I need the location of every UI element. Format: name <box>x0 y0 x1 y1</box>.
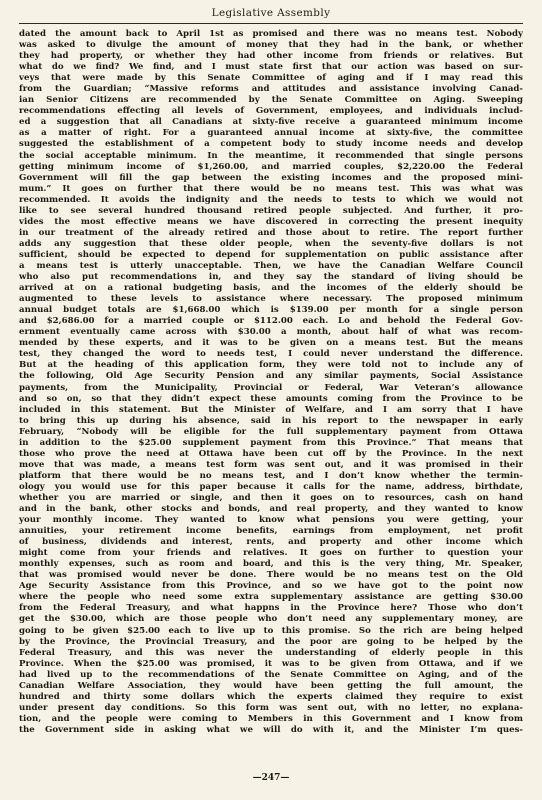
header-rule <box>19 23 523 24</box>
text-line: mum.” It goes on further that there would be no means test. This was what was <box>19 183 523 194</box>
text-line: Canadian Welfare Association, they would have been getting the full amount, the <box>19 680 523 691</box>
text-line: included in this statement. But the Minister of Welfare, and I am sorry that I have <box>19 404 523 415</box>
text-line: where the people who need some extra supplementary assistance are getting $30.00 <box>19 592 523 603</box>
text-line: ology you would use for this paper because it calls for the name, address, birthdate, <box>19 481 523 492</box>
text-line: monthly expenses, such as room and board, and this is the very thing, Mr. Speaker, <box>19 559 523 570</box>
text-line: test, they changed the word to needs test, I could never understand the difference. <box>19 349 523 360</box>
text-line: they had property, or whether they had other income from friends or relatives. But <box>19 51 523 62</box>
text-line: February, “Nobody will be eligible for the full supplementary payment from Ottawa <box>19 426 523 437</box>
text-line: had lived up to the recommendations of the Senate Committee on Aging, and of the <box>19 669 523 680</box>
text-line: adds any suggestion that these older people, when the seventy-five dollars is not <box>19 238 523 249</box>
text-line: platform that there would be no means test, and I don’t know whether the termin- <box>19 470 523 481</box>
text-line: your monthly income. They wanted to know what pensions you were getting, your <box>19 515 523 526</box>
text-line: ed a suggestion that all Canadians at sixty-five receive a guaranteed minimum income <box>19 117 523 128</box>
text-line: tion, and the people were coming to Members in this Government and I know from <box>19 713 523 724</box>
text-line: to bring this up during his absence, said in his report to the newspaper in early <box>19 415 523 426</box>
text-line: and $2,686.00 for a married couple or $112.00 each. Lo and behold the Federal Gov- <box>19 316 523 327</box>
text-line: those who prove the need at Ottawa have been cut off by the Province. In the next <box>19 448 523 459</box>
text-line: recommendations effecting all levels of Government, employees, and individuals includ- <box>19 106 523 117</box>
text-line: was asked to divulge the amount of money that they had in the bank, or whether <box>19 40 523 51</box>
text-line: annual budget totals are $1,668.00 which is $139.00 per month for a single person <box>19 305 523 316</box>
text-line: going to be given $25.00 each to live up to this promise. So the rich are being helped <box>19 625 523 636</box>
body-text <box>19 29 523 736</box>
text-line: suggested the establishment of a competent body to study income needs and develop <box>19 139 523 150</box>
text-line: as a matter of right. For a guaranteed annual income at sixty-five, the committee <box>19 128 523 139</box>
text-line: whether you are married or single, and then it goes on to resources, cash on hand <box>19 492 523 503</box>
text-line: vides the most effective means we have discovered in correcting the present inequity <box>19 216 523 227</box>
text-line: the following, Old Age Security Pension and any similar payments, Social Assistance <box>19 371 523 382</box>
running-header: Legislative Assembly <box>211 7 331 19</box>
text-line: and in the bank, other stocks and bonds, and real property, and they wanted to know <box>19 504 523 515</box>
text-line: arrived at on a rational budgeting basis, and the incomes of the elderly should be <box>19 283 523 294</box>
text-line: Province. When the $25.00 was promised, it was to be given from Ottawa, and if we <box>19 658 523 669</box>
text-line: hundred and thirty some dollars which the experts claimed they require to exist <box>19 691 523 702</box>
text-line: get the $30.00, which are those people who don’t need any supplementary money, are <box>19 614 523 625</box>
text-line: what do we find? We find, and I must state first that our action was based on sur- <box>19 62 523 73</box>
text-line: annuities, your retirement income benefits, earnings from employment, net profit <box>19 526 523 537</box>
text-line: like to see several hundred thousand retired people subjected. And further, it pro- <box>19 205 523 216</box>
text-line: dated the amount back to April 1st as promised and there was no means test. Nobody <box>19 29 523 39</box>
text-line: ernment eventually came across with $30.00 a month, about half of what was recom- <box>19 327 523 338</box>
text-line: that was promised would never be done. There would be no means test on the Old <box>19 570 523 581</box>
text-line: might come from your friends and relatives. It goes on further to question your <box>19 548 523 559</box>
text-line: in addition to the $25.00 supplement payment from this Province.” That means that <box>19 437 523 448</box>
text-line: in our treatment of the already retired and those about to retire. The report further <box>19 227 523 238</box>
text-line: augmented to these levels to assistance where necessary. The proposed minimum <box>19 294 523 305</box>
text-line: sufficient, should be expected to depend for supplementation on public assistance after <box>19 249 523 260</box>
text-line: a means test is utterly unacceptable. Then, we have the Canadian Welfare Council <box>19 260 523 271</box>
text-line: the Government side in asking what we will do with it, and the Minister I’m ques- <box>19 724 523 735</box>
text-line: Government will fill the gap between the existing incomes and the proposed mini- <box>19 172 523 183</box>
text-line: ian Senior Citizens are recommended by the Senate Committee on Aging. Sweeping <box>19 95 523 106</box>
text-line: Federal Treasury, and this was never the understanding of elderly people in this <box>19 647 523 658</box>
text-line: from the Guardian; “Massive reforms and attitudes and assistance involving Canad- <box>19 84 523 95</box>
text-line: recommended. It avoids the indignity and the needs to tests to which we would not <box>19 194 523 205</box>
text-line: the social acceptable minimum. In the meantime, it recommended that single persons <box>19 150 523 161</box>
text-line: Age Security Assistance from this Province, and so we have got to the point now <box>19 581 523 592</box>
text-line: of business, dividends and interest, rents, and property and other income which <box>19 537 523 548</box>
text-line: by the Province, the Provincial Treasury, and the poor are going to be helped by the <box>19 636 523 647</box>
text-line: who also put recommendations in, and they say the standard of living should be <box>19 272 523 283</box>
text-line: from the Federal Treasury, and what happns in the Province here? Those who don’t <box>19 603 523 614</box>
text-line: veys that were made by this Senate Committee of aging and if I may read this <box>19 73 523 84</box>
text-line: But at the heading of this application form, they were told not to include any of <box>19 360 523 371</box>
page-number: —247— <box>252 773 290 783</box>
text-line: and so on, so that they didn’t expect these amounts coming from the Province to be <box>19 393 523 404</box>
text-line: under present day conditions. So this form was sent out, with no letter, no explana- <box>19 702 523 713</box>
text-line: getting minimum income of $1,260.00, and married couples, $2,220.00 the Federal <box>19 161 523 172</box>
text-line: move that was made, a means test form was sent out, and it was promised in their <box>19 459 523 470</box>
text-line: mended by these experts, and it was to be given on a means test. But the means <box>19 338 523 349</box>
text-line: payments, from the Municipality, Provincial or Federal, War Veteran’s allowance <box>19 382 523 393</box>
